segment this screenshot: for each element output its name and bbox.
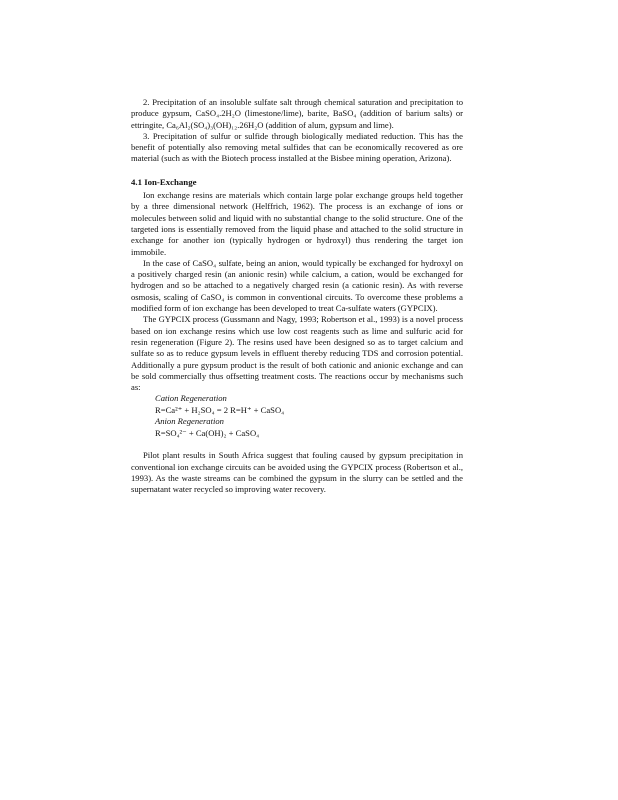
anion-regeneration-label: Anion Regeneration [155, 416, 224, 427]
cation-regeneration-label: Cation Regeneration [155, 393, 227, 404]
regeneration-equations [143, 393, 463, 439]
document-body [131, 97, 463, 496]
paragraph-caso4-case: In the case of CaSO₄ sulfate, being an anion, would typically be exchanged for hydroxyl on a positively charged resin (an anionic resin) while calcium, a cation, would be exchanged for hydrogen and so be attached to a negatively charged resin (a cationic resin). As with reverse osmosis, scaling of CaSO₄ is common in conventional circuits. To overcome these problems a modified form of ion exchange has been developed to treat Ca-sulfate waters (GYPCIX). [131, 257, 463, 314]
anion-regeneration-equation: R=SO₄²⁻ + Ca(OH)₂ + CaSO₄ [155, 428, 260, 439]
list-item-3: 3. Precipitation of sulfur or sulfide through biologically mediated reduction. This has the benefit of potentially also removing metal sulfides that can be economically recovered as ore material (such as with the Biotech process installed at the Bisbee mining operation, Arizona). [131, 130, 463, 164]
cation-regeneration-equation: R=Ca²⁺ + H₂SO₄ = 2 R=H⁺ + CaSO₄ [155, 405, 285, 416]
list-item-2: 2. Precipitation of an insoluble sulfate salt through chemical saturation and precipitation to produce gypsum, CaSO₄.2H₂O (limestone/lime), barite, BaSO₄ (addition of barium salts) or ettringite, Ca₆Al₂(SO₄)₃(OH)₁₂.26H₂O (addition of alum, gypsum and lime). [131, 97, 463, 130]
paragraph-ion-exchange-intro: Ion exchange resins are materials which contain large polar exchange groups held together by a three dimensional network (Helffrich, 1962). The process is an exchange of ions or molecules between solid and liquid with no substantial change to the solid structure. One of the targeted ions is essentially removed from the liquid phase and attached to the solid structure in exchange for another ion (typically hydrogen or hydroxyl) thus rendering the target ion immobile. [131, 190, 463, 257]
paragraph-pilot-plant-results: Pilot plant results in South Africa suggest that fouling caused by gypsum precipitation in conventional ion exchange circuits can be avoided using the GYPCIX process (Robertson et al., 1993). As the waste streams can be combined the gypsum in the slurry can be settled and the supernatant water recycled so improving water recovery. [131, 450, 463, 495]
paragraph-gypcix-process: The GYPCIX process (Gussmann and Nagy, 1993; Robertson et al., 1993) is a novel process based on ion exchange resins which use low cost reagents such as lime and sulfuric acid for resin regeneration (Figure 2). The resins used have been designed so as to target calcium and sulfate so as to reduce gypsum levels in effluent thereby reducing TDS and corrosion potential. Additionally a pure gypsum product is the result of both cationic and anionic exchange and can be sold commercially thus offsetting treatment costs. The reactions occur by mechanisms such as: [131, 314, 463, 393]
paragraph-spacer [131, 439, 463, 450]
section-heading: 4.1 Ion-Exchange [131, 176, 197, 187]
